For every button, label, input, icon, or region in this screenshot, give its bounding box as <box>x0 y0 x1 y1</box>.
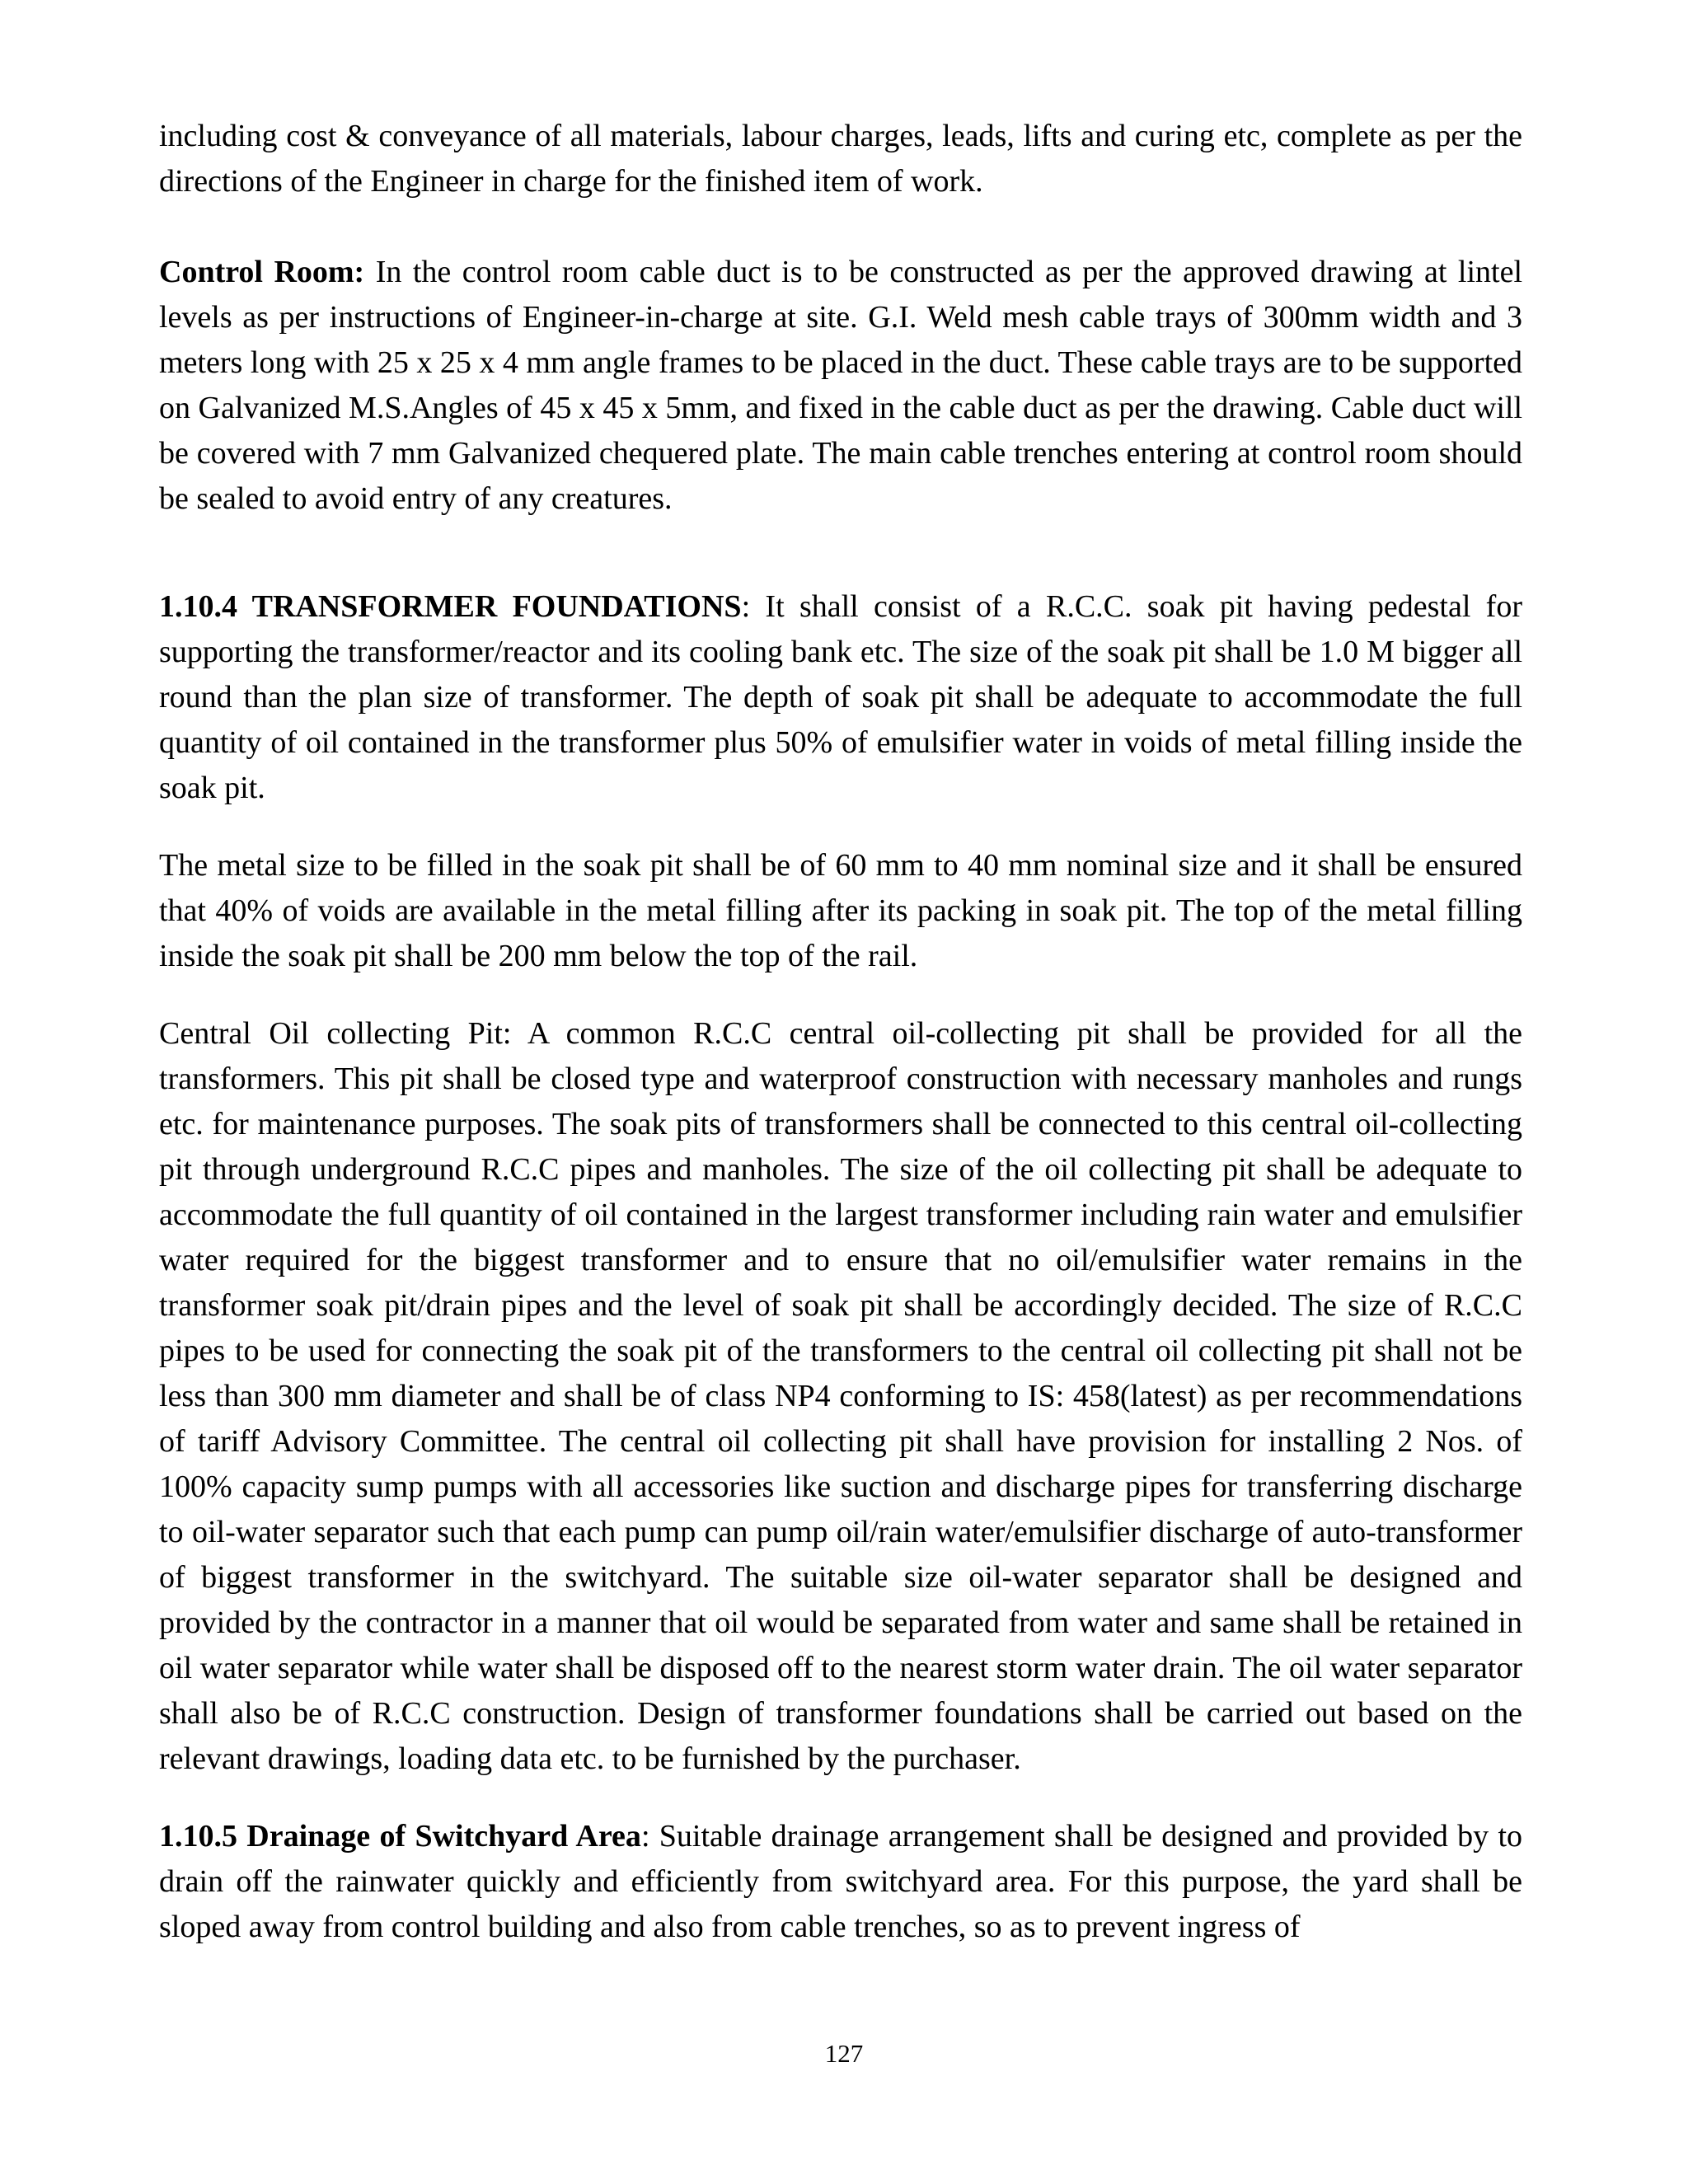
document-page <box>159 114 1522 1950</box>
paragraph-transformer-foundations <box>159 584 1522 811</box>
transformer-foundations-body: : It shall consist of a R.C.C. soak pit having pedestal for supporting the transformer/reactor and its cooling bank etc. The size of the soak pit shall be 1.0 M bigger all round than the plan size of transformer. The depth of soak pit shall be adequate to accommodate the full quantity of oil contained in the transformer plus 50% of emulsifier water in voids of metal filling inside the soak pit. <box>159 589 1522 805</box>
paragraph-drainage <box>159 1814 1522 1950</box>
paragraph-metal-size: The metal size to be filled in the soak pit shall be of 60 mm to 40 mm nominal size and it shall be ensured that 40% of voids are available in the metal filling after its packing in soak pit. The top of the metal filling inside the soak pit shall be 200 mm below the top of the rail. <box>159 848 1522 973</box>
control-room-heading: Control Room: <box>159 255 365 289</box>
paragraph-control-room <box>159 250 1522 522</box>
transformer-foundations-heading: 1.10.4 TRANSFORMER FOUNDATIONS <box>159 589 742 624</box>
paragraph-central-oil-pit: Central Oil collecting Pit: A common R.C.C central oil-collecting pit shall be provided for all the transformers. This pit shall be closed type and waterproof construction with necessary manholes and rungs etc. for maintenance purposes. The soak pits of transformers shall be connected to this central oil-collecting pit through underground R.C.C pipes and manholes. The size of the oil collecting pit shall be adequate to accommodate the full quantity of oil contained in the largest transformer including rain water and emulsifier water required for the biggest transformer and to ensure that no oil/emulsifier water remains in the transformer soak pit/drain pipes and the level of soak pit shall be accordingly decided. The size of R.C.C pipes to be used for connecting the soak pit of the transformers to the central oil collecting pit shall not be less than 300 mm diameter and shall be of class NP4 conforming to IS: 458(latest) as per recommendations of tariff Advisory Committee. The central oil collecting pit shall have provision for installing 2 Nos. of 100% capacity sump pumps with all accessories like suction and discharge pipes for transferring discharge to oil-water separator such that each pump can pump oil/rain water/emulsifier discharge of auto-transformer of biggest transformer in the switchyard. The suitable size oil-water separator shall be designed and provided by the contractor in a manner that oil would be separated from water and same shall be retained in oil water separator while water shall be disposed off to the nearest storm water drain. The oil water separator shall also be of R.C.C construction. Design of transformer foundations shall be carried out based on the relevant drawings, loading data etc. to be furnished by the purchaser. <box>159 1016 1522 1776</box>
drainage-heading: 1.10.5 Drainage of Switchyard Area <box>159 1819 641 1854</box>
paragraph-cost-conveyance: including cost & conveyance of all materials, labour charges, leads, lifts and curing etc, complete as per the directions of the Engineer in charge for the finished item of work. <box>159 119 1522 199</box>
page-number: 127 <box>824 2039 864 2068</box>
drainage-body: : Suitable drainage arrangement shall be designed and provided by to drain off the rainwater quickly and efficiently from switchyard area. For this purpose, the yard shall be sloped away from control building and also from cable trenches, so as to prevent ingress of <box>159 1819 1523 1944</box>
control-room-body: In the control room cable duct is to be constructed as per the approved drawing at lintel levels as per instructions of Engineer-in-charge at site. G.I. Weld mesh cable trays of 300mm width and 3 meters long with 25 x 25 x 4 mm angle frames to be placed in the duct. These cable trays are to be supported on Galvanized M.S.Angles of 45 x 45 x 5mm, and fixed in the cable duct as per the drawing. Cable duct will be covered with 7 mm Galvanized chequered plate. The main cable trenches entering at control room should be sealed to avoid entry of any creatures. <box>159 255 1522 516</box>
